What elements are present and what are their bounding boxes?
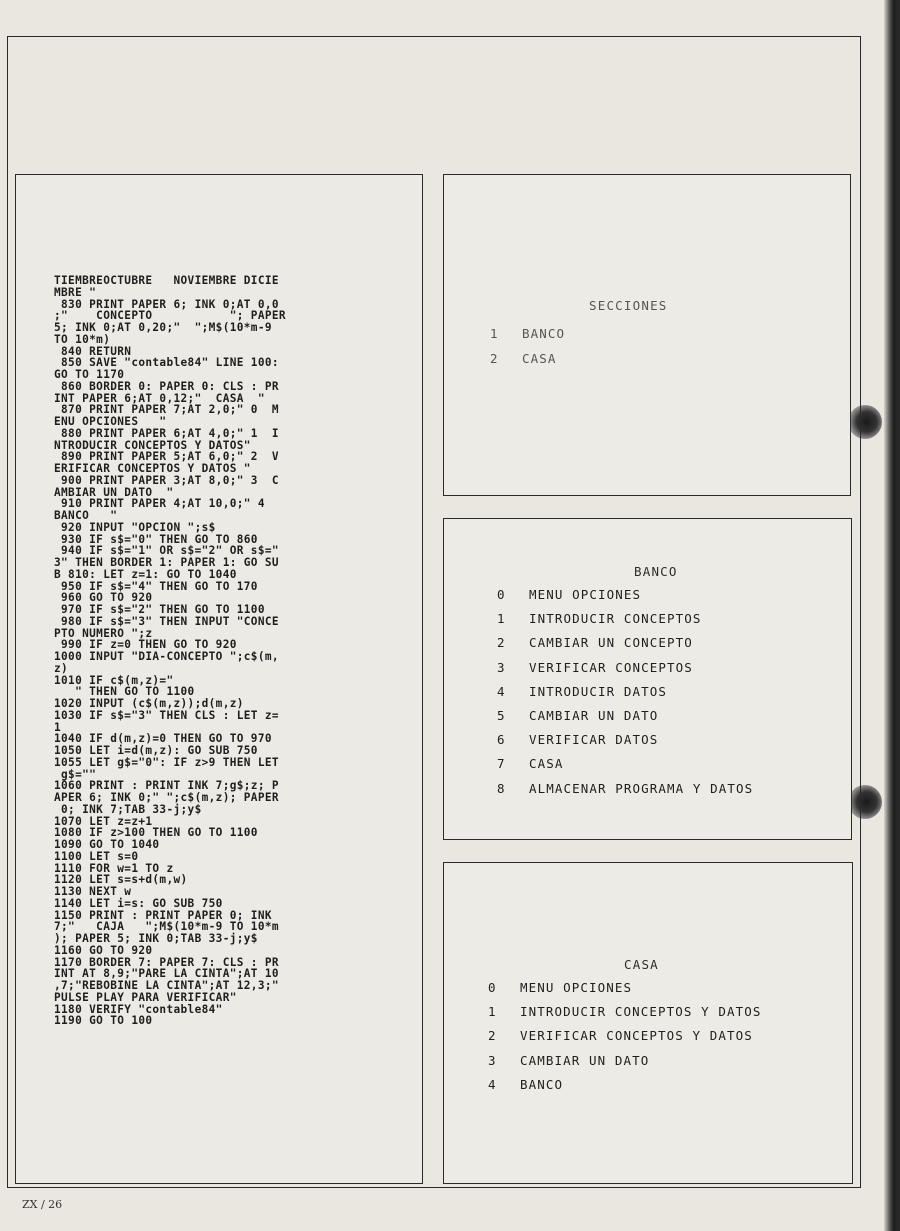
menu-item-number: 5 xyxy=(497,708,506,723)
menu-item-number: 4 xyxy=(488,1076,497,1092)
menu-item-label: VERIFICAR CONCEPTOS Y DATOS xyxy=(520,1028,753,1044)
basic-program-listing: TIEMBREOCTUBRE NOVIEMBRE DICIE MBRE " 830 PRINT PAPER 6; INK 0;AT 0,0 ;" CONCEPTO "; PAPER 5; INK 0;AT 0,20;" ";M$(10*m-9 TO 10*m) 840 RETURN 850 SAVE "contable84" LINE 100: GO TO 1170 860 BORDER 0: PAPER 0: CLS : PR INT PAPER 6;AT 0,12;" CASA " 870 PRINT PAPER 7;AT 2,0;" 0 M ENU OPCIONES " 880 PRINT PAPER 6;AT 4,0;" 1 I NTRODUCIR CONCEPTOS Y DATOS" 890 PRINT PAPER 5;AT 6,0;" 2 V ERIFICAR CONCEPTOS Y DATOS " 900 PRINT PAPER 3;AT 8,0;" 3 C AMBIAR UN DATO " 910 PRINT PAPER 4;AT 10,0;" 4 BANCO " 920 INPUT "OPCION ";s$ 930 IF s$="0" THEN GO TO 860 940 IF s$="1" OR s$="2" OR s$=" 3" THEN BORDER 1: PAPER 1: GO SU B 810: LET z=1: GO TO 1040 950 IF s$="4" THEN GO TO 170 960 GO TO 920 970 IF s$="2" THEN GO TO 1100 980 IF s$="3" THEN INPUT "CONCE PTO NUMERO ";z 990 IF z=0 THEN GO TO 920 1000 INPUT "DIA-CONCEPTO ";c$(m, z) 1010 IF c$(m,z)=" " THEN GO TO 1100 1020 INPUT (c$(m,z));d(m,z) 1030 IF s$="3" THEN CLS : LET z= 1 1040 IF d(m,z)=0 THEN GO TO 970 1050 LET i=d(m,z): GO SUB 750 1055 LET g$="0": IF z>9 THEN LET g$="" 1060 PRINT : PRINT INK 7;g$;z; P APER 6; INK 0;" ";c$(m,z); PAPER 0; INK 7;TAB 33-j;y$ 1070 LET z=z+1 1080 IF z>100 THEN GO TO 1100 1090 GO TO 1040 1100 LET s=0 1110 FOR w=1 TO z 1120 LET s=s+d(m,w) 1130 NEXT w 1140 LET i=s: GO SUB 750 1150 PRINT : PRINT PAPER 0; INK 7;" CAJA ";M$(10*m-9 TO 10*m ); PAPER 5; INK 0;TAB 33-j;y$ 1160 GO TO 920 1170 BORDER 7: PAPER 7: CLS : PR INT AT 8,9;"PARE LA CINTA";AT 10 ,7;"REBOBINE LA CINTA";AT 12,3;" PULSE PLAY PARA VERIFICAR" 1180 VERIFY "contable84" 1190 GO TO 100 xyxy=(54,274,286,1028)
casa-item-3 xyxy=(488,1053,649,1068)
menu-item-label: BANCO xyxy=(520,1076,564,1092)
menu-item-label: CAMBIAR UN DATO xyxy=(520,1052,650,1068)
menu-item-number: 3 xyxy=(488,1052,497,1068)
banco-item-0 xyxy=(497,587,641,602)
secciones-item-banco xyxy=(490,326,565,341)
menu-item-label: INTRODUCIR CONCEPTOS xyxy=(529,611,702,627)
banco-item-3 xyxy=(497,660,693,675)
casa-item-1 xyxy=(488,1004,762,1019)
menu-item-number: 1 xyxy=(488,1004,497,1020)
menu-item-label: CAMBIAR UN DATO xyxy=(529,708,659,723)
menu-item-number: 6 xyxy=(497,732,506,748)
banco-item-2 xyxy=(497,635,693,650)
page-edge-shadow xyxy=(884,0,900,1231)
menu-item-number: 2 xyxy=(488,1028,497,1044)
menu-item-label: INTRODUCIR DATOS xyxy=(529,683,668,699)
casa-item-0 xyxy=(488,980,632,995)
casa-screen xyxy=(443,862,853,1184)
program-listing-panel xyxy=(15,174,423,1184)
banco-title: BANCO xyxy=(634,564,678,579)
menu-item-number: 0 xyxy=(497,587,506,602)
casa-item-2 xyxy=(488,1028,753,1043)
banco-item-1 xyxy=(497,611,702,626)
banco-item-7 xyxy=(497,756,564,771)
secciones-screen xyxy=(443,174,851,496)
menu-item-label: INTRODUCIR CONCEPTOS Y DATOS xyxy=(520,1004,762,1020)
menu-item-label: MENU OPCIONES xyxy=(529,587,642,602)
casa-item-4 xyxy=(488,1077,563,1092)
menu-item-label: CAMBIAR UN CONCEPTO xyxy=(529,635,693,651)
menu-item-number: 4 xyxy=(497,683,506,699)
banco-item-8 xyxy=(497,781,753,796)
menu-item-label: CASA xyxy=(522,351,557,366)
menu-item-number: 8 xyxy=(497,780,506,796)
page-number: ZX / 26 xyxy=(22,1198,63,1211)
menu-item-label: BANCO xyxy=(522,326,566,341)
banco-screen xyxy=(443,518,852,840)
menu-item-number: 1 xyxy=(490,326,499,341)
menu-item-label: CASA xyxy=(529,756,564,772)
secciones-item-casa xyxy=(490,351,557,366)
menu-item-label: ALMACENAR PROGRAMA Y DATOS xyxy=(529,780,754,796)
menu-item-number: 7 xyxy=(497,756,506,772)
banco-item-5 xyxy=(497,708,658,723)
menu-item-label: VERIFICAR CONCEPTOS xyxy=(529,659,693,675)
menu-item-label: VERIFICAR DATOS xyxy=(529,732,659,748)
menu-item-number: 1 xyxy=(497,611,506,627)
menu-item-number: 0 xyxy=(488,980,497,995)
menu-item-label: MENU OPCIONES xyxy=(520,980,633,995)
secciones-title: SECCIONES xyxy=(589,298,668,313)
menu-item-number: 2 xyxy=(497,635,506,651)
menu-item-number: 2 xyxy=(490,351,499,366)
casa-title: CASA xyxy=(624,957,659,972)
banco-item-4 xyxy=(497,684,667,699)
menu-item-number: 3 xyxy=(497,659,506,675)
banco-item-6 xyxy=(497,732,658,747)
